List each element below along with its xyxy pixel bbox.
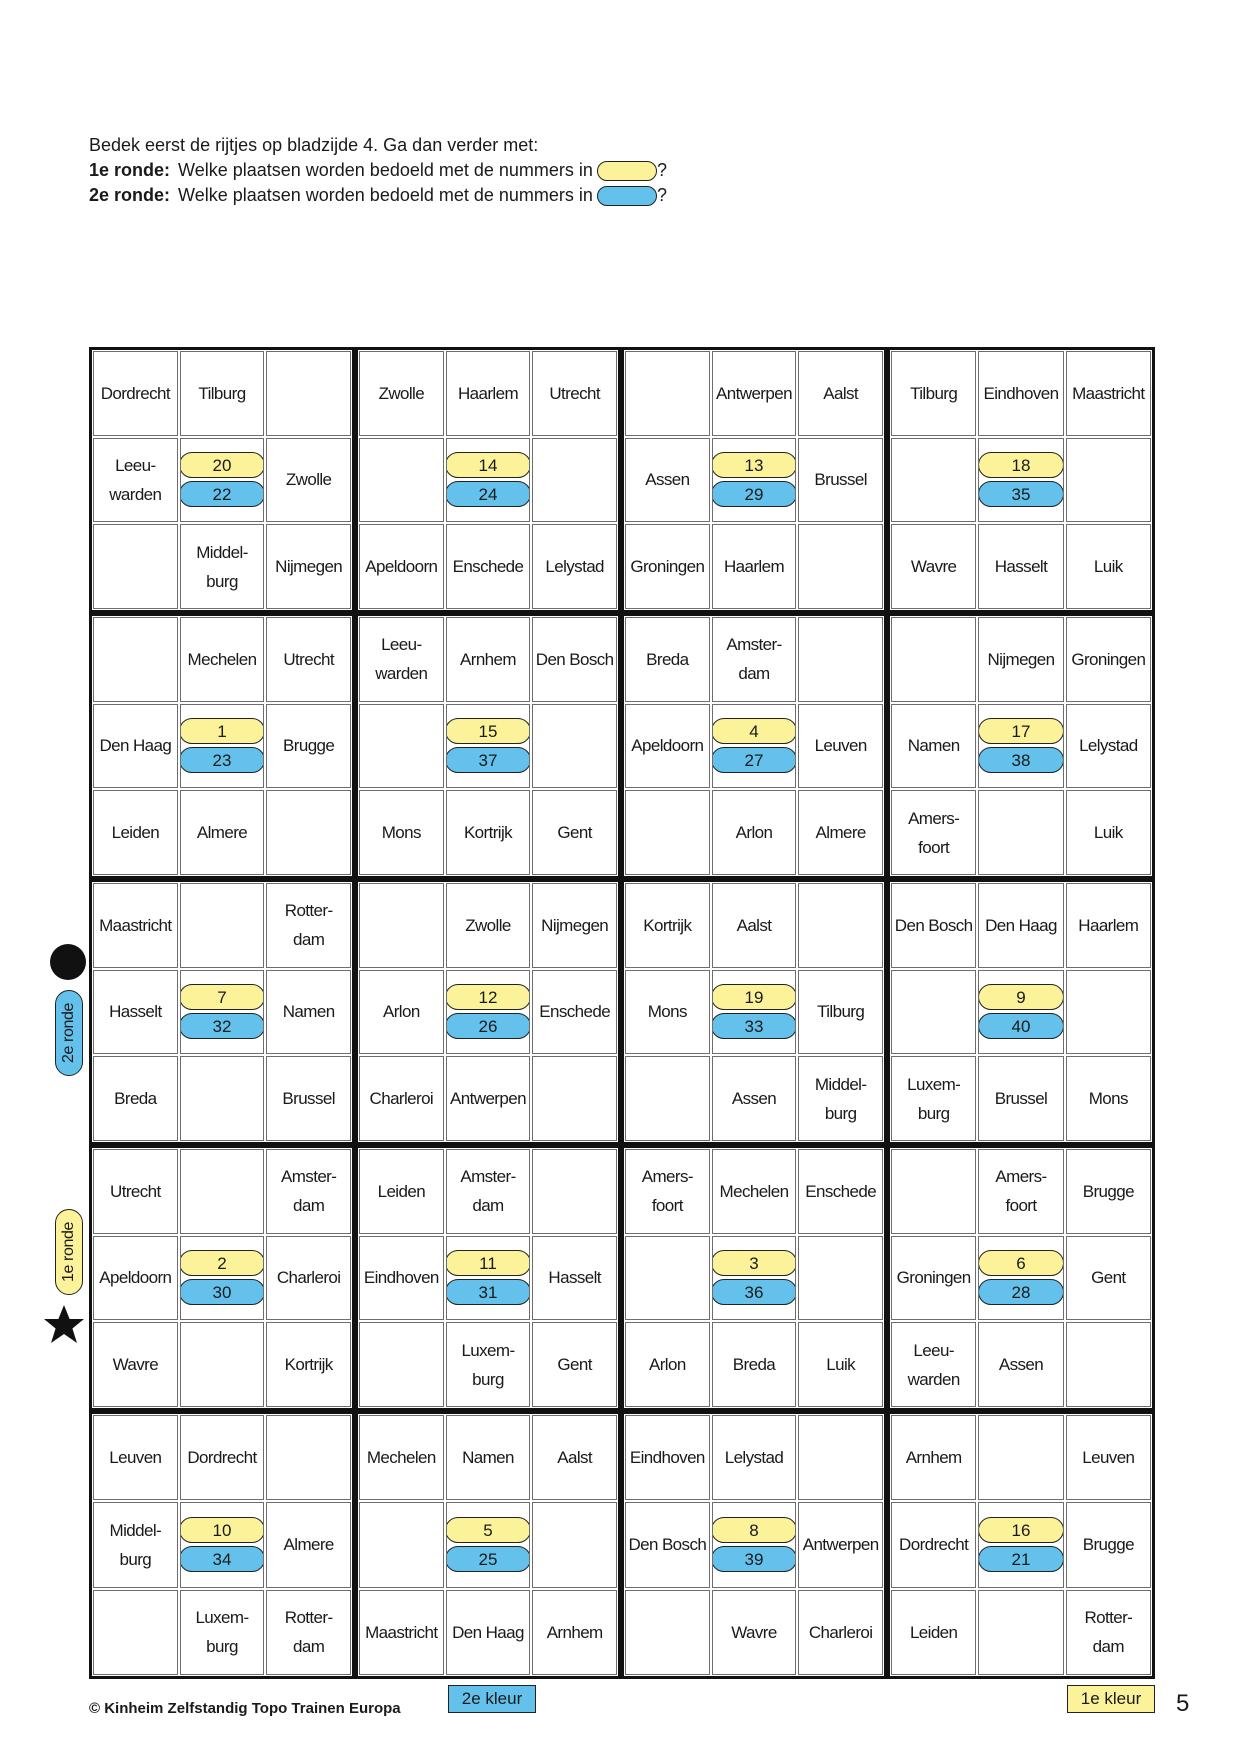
round-1-side-label (55, 1209, 83, 1295)
grid-block (355, 347, 621, 613)
city-cell: Breda (712, 1322, 797, 1407)
city-cell (978, 1415, 1063, 1500)
grid-block (887, 613, 1155, 879)
yellow-number-pill: 18 (978, 452, 1063, 478)
city-cell (625, 351, 710, 436)
circle-icon (50, 944, 86, 980)
yellow-number-pill: 16 (978, 1517, 1063, 1543)
city-cell: Den Haag (978, 883, 1063, 968)
city-cell (359, 1502, 444, 1587)
city-cell: Kortrijk (446, 790, 531, 875)
yellow-number-pill: 7 (180, 984, 265, 1010)
city-cell: Zwolle (359, 351, 444, 436)
city-cell: Namen (891, 704, 976, 789)
blue-number-pill: 39 (712, 1546, 797, 1572)
blue-number-pill: 25 (446, 1546, 531, 1572)
instruction-intro: Bedek eerst de rijtjes op bladzijde 4. Ga dan verder met: (89, 135, 539, 155)
city-cell: Arnhem (532, 1590, 617, 1675)
city-cell: Tilburg (891, 351, 976, 436)
city-cell (798, 883, 883, 968)
city-cell: Mons (359, 790, 444, 875)
city-cell: Eindhoven (359, 1236, 444, 1321)
city-cell: Groningen (625, 524, 710, 609)
city-cell (532, 1502, 617, 1587)
grid-block (355, 879, 621, 1145)
city-cell (798, 524, 883, 609)
city-cell: Arlon (625, 1322, 710, 1407)
city-cell: Brugge (1066, 1502, 1151, 1587)
yellow-number-pill: 1 (180, 718, 265, 744)
round-2-text: Welke plaatsen worden bedoeld met de nummers in (178, 185, 593, 205)
grid-block (621, 347, 887, 613)
city-cell: Nijmegen (532, 883, 617, 968)
number-cell (446, 704, 531, 789)
city-cell: Zwolle (266, 438, 351, 523)
city-cell (180, 1149, 265, 1234)
city-cell: Eindhoven (978, 351, 1063, 436)
grid-block (89, 1145, 355, 1411)
city-cell (798, 617, 883, 702)
blue-number-pill: 23 (180, 747, 265, 773)
yellow-pill-icon (597, 161, 657, 181)
city-cell: Maastricht (93, 883, 178, 968)
city-cell: Middel- burg (798, 1056, 883, 1141)
city-cell (625, 1590, 710, 1675)
city-cell: Luik (1066, 524, 1151, 609)
city-cell: Gent (532, 1322, 617, 1407)
page-number: 5 (1176, 1690, 1190, 1717)
city-cell: Dordrecht (93, 351, 178, 436)
city-cell: Charleroi (266, 1236, 351, 1321)
city-cell: Aalst (532, 1415, 617, 1500)
grid-block (887, 879, 1155, 1145)
city-cell: Luxem- burg (891, 1056, 976, 1141)
round-2-side-text: 2e ronde (60, 1003, 77, 1063)
yellow-number-pill: 3 (712, 1250, 797, 1276)
city-cell: Hasselt (93, 970, 178, 1055)
blue-number-pill: 32 (180, 1013, 265, 1039)
city-cell: Wavre (93, 1322, 178, 1407)
city-cell: Tilburg (180, 351, 265, 436)
city-cell: Mechelen (359, 1415, 444, 1500)
round-1-text: Welke plaatsen worden bedoeld met de nummers in (178, 160, 593, 180)
city-cell: Aalst (798, 351, 883, 436)
city-cell: Arnhem (446, 617, 531, 702)
number-cell (978, 970, 1063, 1055)
city-cell: Hasselt (978, 524, 1063, 609)
city-cell: Amers- foort (978, 1149, 1063, 1234)
city-cell: Zwolle (446, 883, 531, 968)
city-cell: Almere (266, 1502, 351, 1587)
number-cell (978, 704, 1063, 789)
grid-block (89, 613, 355, 879)
city-cell (532, 1056, 617, 1141)
copyright-text: © Kinheim Zelfstandig Topo Trainen Europa (89, 1700, 401, 1717)
city-cell: Almere (180, 790, 265, 875)
city-cell: Rotter- dam (266, 883, 351, 968)
city-cell: Mons (1066, 1056, 1151, 1141)
city-cell: Arlon (359, 970, 444, 1055)
city-cell: Den Bosch (625, 1502, 710, 1587)
round-1-label: 1e ronde: (89, 160, 171, 180)
city-cell: Haarlem (446, 351, 531, 436)
color-1-tag: 1e kleur (1067, 1685, 1155, 1713)
city-cell: Breda (93, 1056, 178, 1141)
city-cell: Amers- foort (891, 790, 976, 875)
city-cell: Hasselt (532, 1236, 617, 1321)
yellow-number-pill: 17 (978, 718, 1063, 744)
city-cell: Leuven (93, 1415, 178, 1500)
city-cell (798, 1415, 883, 1500)
number-cell (712, 438, 797, 523)
grid-block (887, 1145, 1155, 1411)
blue-number-pill: 31 (446, 1279, 531, 1305)
color-2-tag: 2e kleur (448, 1685, 536, 1713)
city-cell: Arlon (712, 790, 797, 875)
city-cell: Tilburg (798, 970, 883, 1055)
city-cell: Groningen (891, 1236, 976, 1321)
grid-block (89, 1411, 355, 1679)
city-cell (266, 351, 351, 436)
number-cell (446, 1236, 531, 1321)
city-cell: Kortrijk (266, 1322, 351, 1407)
yellow-number-pill: 2 (180, 1250, 265, 1276)
city-cell: Luxem- burg (180, 1590, 265, 1675)
city-cell (891, 438, 976, 523)
city-cell: Antwerpen (798, 1502, 883, 1587)
yellow-number-pill: 11 (446, 1250, 531, 1276)
grid-block (355, 1145, 621, 1411)
city-cell: Dordrecht (891, 1502, 976, 1587)
star-icon (42, 1303, 86, 1347)
number-cell (978, 1502, 1063, 1587)
city-cell: Amers- foort (625, 1149, 710, 1234)
city-cell: Lelystad (532, 524, 617, 609)
city-cell: Antwerpen (712, 351, 797, 436)
grid-block (621, 1145, 887, 1411)
city-cell: Den Bosch (532, 617, 617, 702)
city-cell: Leeu- warden (891, 1322, 976, 1407)
blue-number-pill: 33 (712, 1013, 797, 1039)
blue-pill-icon (597, 186, 657, 206)
city-cell (891, 970, 976, 1055)
blue-number-pill: 36 (712, 1279, 797, 1305)
city-cell: Leuven (1066, 1415, 1151, 1500)
city-cell: Wavre (891, 524, 976, 609)
city-cell: Middel- burg (93, 1502, 178, 1587)
city-cell: Namen (266, 970, 351, 1055)
city-cell: Brussel (266, 1056, 351, 1141)
city-cell: Arnhem (891, 1415, 976, 1500)
city-cell: Apeldoorn (359, 524, 444, 609)
city-cell: Mons (625, 970, 710, 1055)
grid-block (887, 1411, 1155, 1679)
city-cell: Brussel (798, 438, 883, 523)
yellow-number-pill: 6 (978, 1250, 1063, 1276)
city-cell: Leiden (891, 1590, 976, 1675)
city-cell (359, 883, 444, 968)
city-cell: Charleroi (798, 1590, 883, 1675)
instruction-round-2 (89, 183, 667, 208)
yellow-number-pill: 19 (712, 984, 797, 1010)
grid-block (89, 347, 355, 613)
city-cell: Enschede (532, 970, 617, 1055)
city-cell (625, 1056, 710, 1141)
blue-number-pill: 38 (978, 747, 1063, 773)
yellow-number-pill: 10 (180, 1517, 265, 1543)
city-cell (1066, 1322, 1151, 1407)
city-cell (625, 790, 710, 875)
city-cell (93, 617, 178, 702)
city-cell: Haarlem (712, 524, 797, 609)
blue-number-pill: 22 (180, 481, 265, 507)
yellow-number-pill: 13 (712, 452, 797, 478)
city-cell: Utrecht (532, 351, 617, 436)
city-cell: Aalst (712, 883, 797, 968)
city-cell: Apeldoorn (625, 704, 710, 789)
round-2-side-label (55, 990, 83, 1076)
city-cell: Rotter- dam (1066, 1590, 1151, 1675)
city-cell: Amster- dam (712, 617, 797, 702)
city-cell: Den Haag (446, 1590, 531, 1675)
blue-number-pill: 29 (712, 481, 797, 507)
city-cell (266, 790, 351, 875)
blue-number-pill: 28 (978, 1279, 1063, 1305)
city-cell: Mechelen (180, 617, 265, 702)
number-cell (180, 704, 265, 789)
grid-block (621, 1411, 887, 1679)
city-cell: Namen (446, 1415, 531, 1500)
city-cell (532, 438, 617, 523)
yellow-number-pill: 4 (712, 718, 797, 744)
blue-number-pill: 21 (978, 1546, 1063, 1572)
city-cell: Amster- dam (266, 1149, 351, 1234)
city-cell (891, 1149, 976, 1234)
blue-number-pill: 27 (712, 747, 797, 773)
city-cell: Eindhoven (625, 1415, 710, 1500)
number-cell (446, 1502, 531, 1587)
city-cell: Den Bosch (891, 883, 976, 968)
city-cell: Nijmegen (266, 524, 351, 609)
city-cell: Dordrecht (180, 1415, 265, 1500)
city-cell: Amster- dam (446, 1149, 531, 1234)
city-cell (180, 883, 265, 968)
city-cell: Gent (1066, 1236, 1151, 1321)
city-cell (180, 1056, 265, 1141)
city-cell: Gent (532, 790, 617, 875)
city-cell: Nijmegen (978, 617, 1063, 702)
city-cell (266, 1415, 351, 1500)
city-cell: Lelystad (712, 1415, 797, 1500)
number-cell (978, 438, 1063, 523)
city-cell: Leiden (93, 790, 178, 875)
puzzle-grid (89, 347, 1155, 1679)
city-cell: Luik (798, 1322, 883, 1407)
city-cell (798, 1236, 883, 1321)
grid-block (89, 879, 355, 1145)
city-cell: Apeldoorn (93, 1236, 178, 1321)
yellow-number-pill: 8 (712, 1517, 797, 1543)
round-2-label: 2e ronde: (89, 185, 171, 205)
grid-block (621, 879, 887, 1145)
city-cell: Haarlem (1066, 883, 1151, 968)
city-cell: Brugge (1066, 1149, 1151, 1234)
city-cell: Assen (712, 1056, 797, 1141)
instruction-round-1 (89, 158, 667, 183)
number-cell (180, 438, 265, 523)
number-cell (712, 970, 797, 1055)
city-cell: Wavre (712, 1590, 797, 1675)
question-mark: ? (656, 160, 667, 180)
city-cell (359, 438, 444, 523)
city-cell: Middel- burg (180, 524, 265, 609)
city-cell: Assen (625, 438, 710, 523)
city-cell: Antwerpen (446, 1056, 531, 1141)
number-cell (712, 704, 797, 789)
yellow-number-pill: 12 (446, 984, 531, 1010)
city-cell (1066, 970, 1151, 1055)
city-cell (93, 524, 178, 609)
blue-number-pill: 34 (180, 1546, 265, 1572)
city-cell: Leeu- warden (359, 617, 444, 702)
yellow-number-pill: 5 (446, 1517, 531, 1543)
city-cell (978, 790, 1063, 875)
city-cell: Enschede (798, 1149, 883, 1234)
city-cell: Maastricht (1066, 351, 1151, 436)
city-cell: Luik (1066, 790, 1151, 875)
city-cell: Maastricht (359, 1590, 444, 1675)
city-cell: Assen (978, 1322, 1063, 1407)
city-cell: Den Haag (93, 704, 178, 789)
number-cell (180, 970, 265, 1055)
blue-number-pill: 26 (446, 1013, 531, 1039)
number-cell (446, 970, 531, 1055)
city-cell: Brussel (978, 1056, 1063, 1141)
blue-number-pill: 24 (446, 481, 531, 507)
city-cell (532, 704, 617, 789)
city-cell: Kortrijk (625, 883, 710, 968)
blue-number-pill: 40 (978, 1013, 1063, 1039)
city-cell (359, 1322, 444, 1407)
yellow-number-pill: 20 (180, 452, 265, 478)
city-cell: Mechelen (712, 1149, 797, 1234)
blue-number-pill: 37 (446, 747, 531, 773)
round-1-side-text: 1e ronde (60, 1222, 77, 1282)
city-cell: Leuven (798, 704, 883, 789)
number-cell (712, 1502, 797, 1587)
city-cell: Utrecht (266, 617, 351, 702)
number-cell (446, 438, 531, 523)
yellow-number-pill: 15 (446, 718, 531, 744)
number-cell (712, 1236, 797, 1321)
grid-block (355, 613, 621, 879)
question-mark: ? (656, 185, 667, 205)
grid-block (887, 347, 1155, 613)
city-cell (532, 1149, 617, 1234)
city-cell (978, 1590, 1063, 1675)
city-cell (891, 617, 976, 702)
city-cell: Groningen (1066, 617, 1151, 702)
city-cell: Lelystad (1066, 704, 1151, 789)
city-cell: Breda (625, 617, 710, 702)
city-cell: Brugge (266, 704, 351, 789)
city-cell: Rotter- dam (266, 1590, 351, 1675)
blue-number-pill: 35 (978, 481, 1063, 507)
city-cell: Leiden (359, 1149, 444, 1234)
city-cell (180, 1322, 265, 1407)
city-cell: Charleroi (359, 1056, 444, 1141)
city-cell (1066, 438, 1151, 523)
grid-block (621, 613, 887, 879)
city-cell: Leeu- warden (93, 438, 178, 523)
instructions (89, 133, 667, 208)
city-cell (93, 1590, 178, 1675)
number-cell (180, 1236, 265, 1321)
number-cell (180, 1502, 265, 1587)
city-cell: Almere (798, 790, 883, 875)
city-cell (359, 704, 444, 789)
yellow-number-pill: 14 (446, 452, 531, 478)
city-cell: Utrecht (93, 1149, 178, 1234)
grid-block (355, 1411, 621, 1679)
number-cell (978, 1236, 1063, 1321)
yellow-number-pill: 9 (978, 984, 1063, 1010)
city-cell (625, 1236, 710, 1321)
blue-number-pill: 30 (180, 1279, 265, 1305)
city-cell: Enschede (446, 524, 531, 609)
city-cell: Luxem- burg (446, 1322, 531, 1407)
